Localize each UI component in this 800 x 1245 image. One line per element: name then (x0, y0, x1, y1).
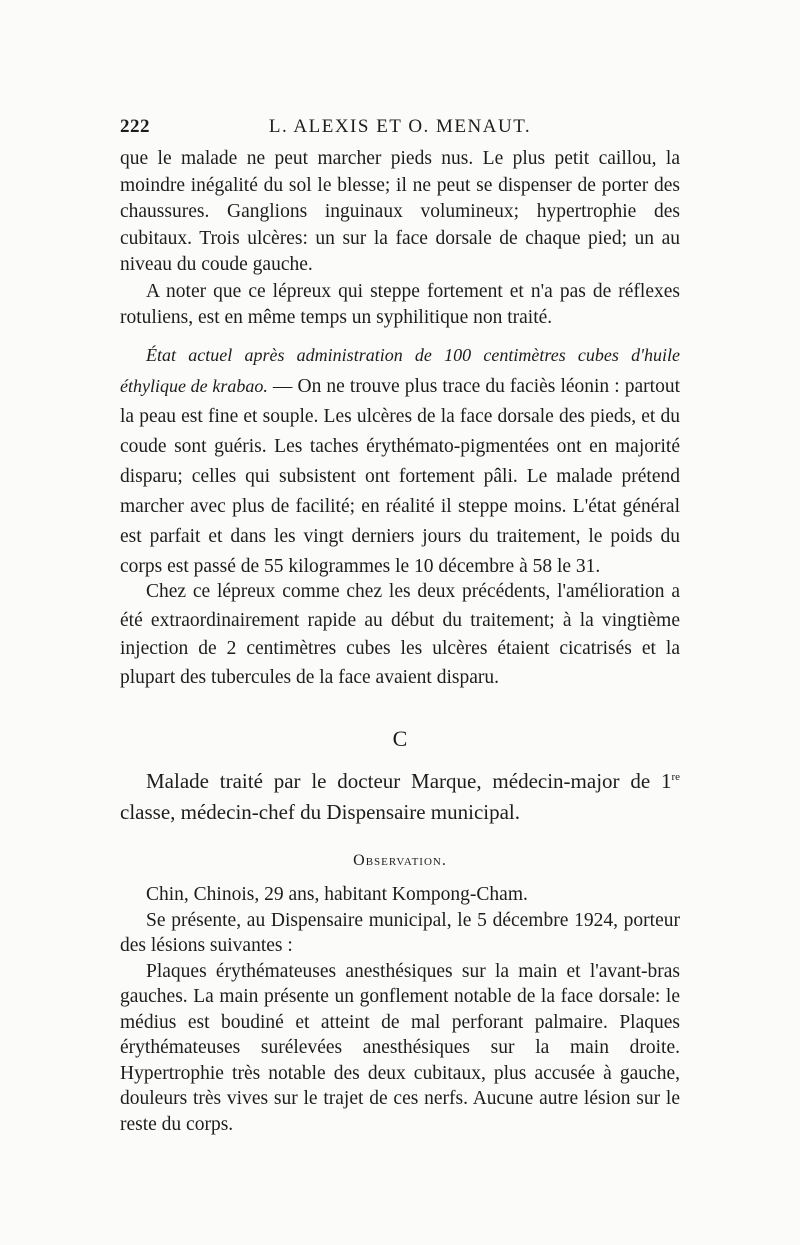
running-head: L. ALEXIS ET O. MENAUT. (268, 116, 532, 137)
paragraph-group-3 (120, 578, 680, 692)
section-intro-superscript: re (671, 771, 680, 783)
page-header (120, 116, 680, 144)
paragraph-improvement: Chez ce lépreux comme chez les deux précédents, l'amélioration a été extraordinairement rapide au début du traitement; à la vingtième injection de 2 centimètres cubes les ulcères étaient cicatrisés et la plupart des tubercules de la face avaient disparu. (120, 581, 680, 688)
observation-line-2: Se présente, au Dispensaire municipal, le 5 décembre 1924, porteur des lésions suivantes : (120, 909, 680, 956)
section-heading: C (392, 726, 408, 751)
observation-line-3: Plaques érythémateuses anesthésiques sur la main et l'avant-bras gauches. La main présente un gonflement notable de la face dorsale: le médius est boudiné et atteint de mal perforant palmaire. Plaques érythémateuses surélevées anesthésiques sur la main droite. Hypertrophie très notable des deux cubitaux, plus accusée à gauche, douleurs très vives sur le trajet de ces nerfs. Aucune autre lésion sur le reste du corps. (120, 960, 680, 1135)
page-number: 222 (120, 116, 150, 137)
observation-body (120, 882, 680, 1137)
section-intro-text (120, 762, 680, 828)
paragraph-continuation: que le malade ne peut marcher pieds nus. Le plus petit caillou, la moindre inégalité du sol le blesse; il ne peut se dispenser de porter des chaussures. Ganglions inguinaux volumineux; hypertrophie des cubitaux. Trois ulcères: un sur la face dorsale de chaque pied; un au niveau du coude gauche. (120, 148, 680, 275)
paragraph-note: A noter que ce lépreux qui steppe fortement et n'a pas de réflexes rotuliens, est en même temps un syphilitique non traité. (120, 280, 680, 328)
section-intro (120, 762, 680, 828)
paragraph-current-state (120, 340, 680, 582)
paragraph-group-1 (120, 146, 680, 332)
section-intro-before: Malade traité par le docteur Marque, médecin-major de 1 (146, 769, 672, 793)
section-intro-after: classe, médecin-chef du Dispensaire municipal. (120, 800, 521, 824)
paragraph-group-2 (120, 340, 680, 582)
observation-line-1: Chin, Chinois, 29 ans, habitant Kompong-Cham. (146, 884, 528, 905)
italic-lead: État actuel après administration de 100 centimètres cubes d'huile éthylique de krabao. (120, 345, 680, 396)
observation-title: Observation. (353, 852, 447, 869)
paragraph-current-state-body: — On ne trouve plus trace du faciès léonin : partout la peau est fine et souple. Les ulcères de la face dorsale des pieds, et du coude sont guéris. Les taches érythémato-pigmentées ont en majorité disparu; celles qui subsistent ont fortement pâli. Le malade prétend marcher avec plus de facilité; en réalité il steppe moins. L'état général est parfait et dans les vingt derniers jours du traitement, le poids du corps est passé de 55 kilogrammes le 10 décembre à 58 le 31. (120, 376, 680, 577)
